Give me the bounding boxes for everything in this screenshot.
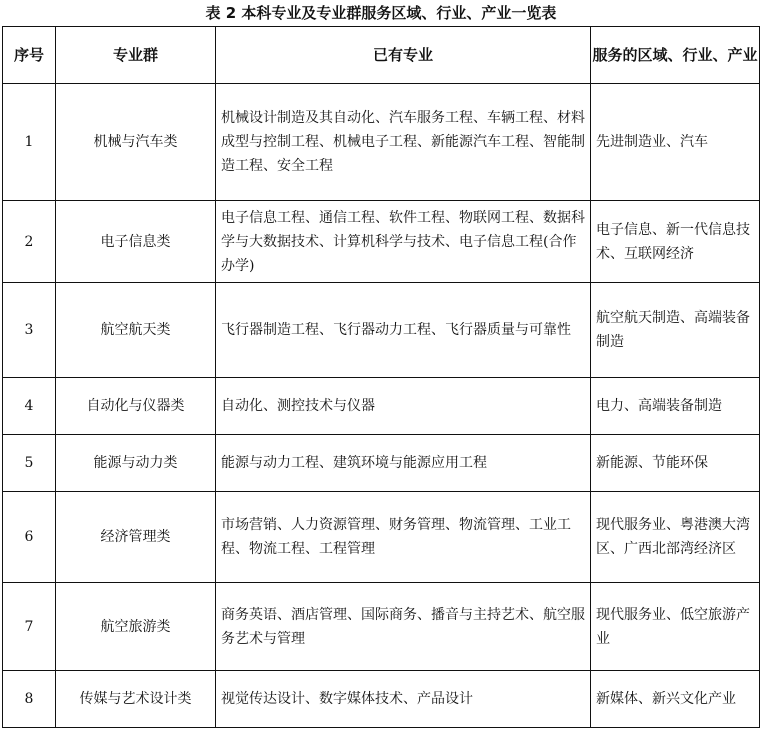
row-majors: 自动化、测控技术与仪器 — [216, 378, 591, 435]
row-group: 电子信息类 — [56, 201, 216, 283]
row-group: 能源与动力类 — [56, 435, 216, 492]
row-majors: 电子信息工程、通信工程、软件工程、物联网工程、数据科学与大数据技术、计算机科学与技术、电子信息工程(合作办学) — [216, 201, 591, 283]
header-no: 序号 — [3, 27, 56, 84]
table-row — [3, 84, 760, 201]
table-row — [3, 671, 760, 728]
row-majors: 机械设计制造及其自动化、汽车服务工程、车辆工程、材料成型与控制工程、机械电子工程、新能源汽车工程、智能制造工程、安全工程 — [216, 84, 591, 201]
row-service: 航空航天制造、高端装备制造 — [591, 283, 760, 378]
row-no: 3 — [3, 283, 56, 378]
table-row — [3, 583, 760, 671]
row-service: 电子信息、新一代信息技术、互联网经济 — [591, 201, 760, 283]
row-group: 航空旅游类 — [56, 583, 216, 671]
row-no: 5 — [3, 435, 56, 492]
row-service: 新媒体、新兴文化产业 — [591, 671, 760, 728]
row-service: 新能源、节能环保 — [591, 435, 760, 492]
row-group: 机械与汽车类 — [56, 84, 216, 201]
table-row — [3, 492, 760, 583]
row-group: 航空航天类 — [56, 283, 216, 378]
row-no: 6 — [3, 492, 56, 583]
row-group: 经济管理类 — [56, 492, 216, 583]
row-service: 先进制造业、汽车 — [591, 84, 760, 201]
row-no: 8 — [3, 671, 56, 728]
row-service: 现代服务业、粤港澳大湾区、广西北部湾经济区 — [591, 492, 760, 583]
row-majors: 视觉传达设计、数字媒体技术、产品设计 — [216, 671, 591, 728]
row-no: 4 — [3, 378, 56, 435]
header-service: 服务的区域、行业、产业 — [591, 27, 760, 84]
row-no: 7 — [3, 583, 56, 671]
header-group: 专业群 — [56, 27, 216, 84]
row-service: 现代服务业、低空旅游产业 — [591, 583, 760, 671]
table-row — [3, 283, 760, 378]
row-group: 自动化与仪器类 — [56, 378, 216, 435]
row-majors: 飞行器制造工程、飞行器动力工程、飞行器质量与可靠性 — [216, 283, 591, 378]
header-majors: 已有专业 — [216, 27, 591, 84]
row-group: 传媒与艺术设计类 — [56, 671, 216, 728]
row-no: 1 — [3, 84, 56, 201]
row-no: 2 — [3, 201, 56, 283]
row-majors: 商务英语、酒店管理、国际商务、播音与主持艺术、航空服务艺术与管理 — [216, 583, 591, 671]
row-majors: 市场营销、人力资源管理、财务管理、物流管理、工业工程、物流工程、工程管理 — [216, 492, 591, 583]
table-caption: 表 2 本科专业及专业群服务区域、行业、产业一览表 — [205, 4, 557, 22]
table-row — [3, 435, 760, 492]
row-service: 电力、高端装备制造 — [591, 378, 760, 435]
row-majors: 能源与动力工程、建筑环境与能源应用工程 — [216, 435, 591, 492]
table-row — [3, 378, 760, 435]
majors-table — [2, 26, 760, 728]
table-row — [3, 201, 760, 283]
header-row — [3, 27, 760, 84]
